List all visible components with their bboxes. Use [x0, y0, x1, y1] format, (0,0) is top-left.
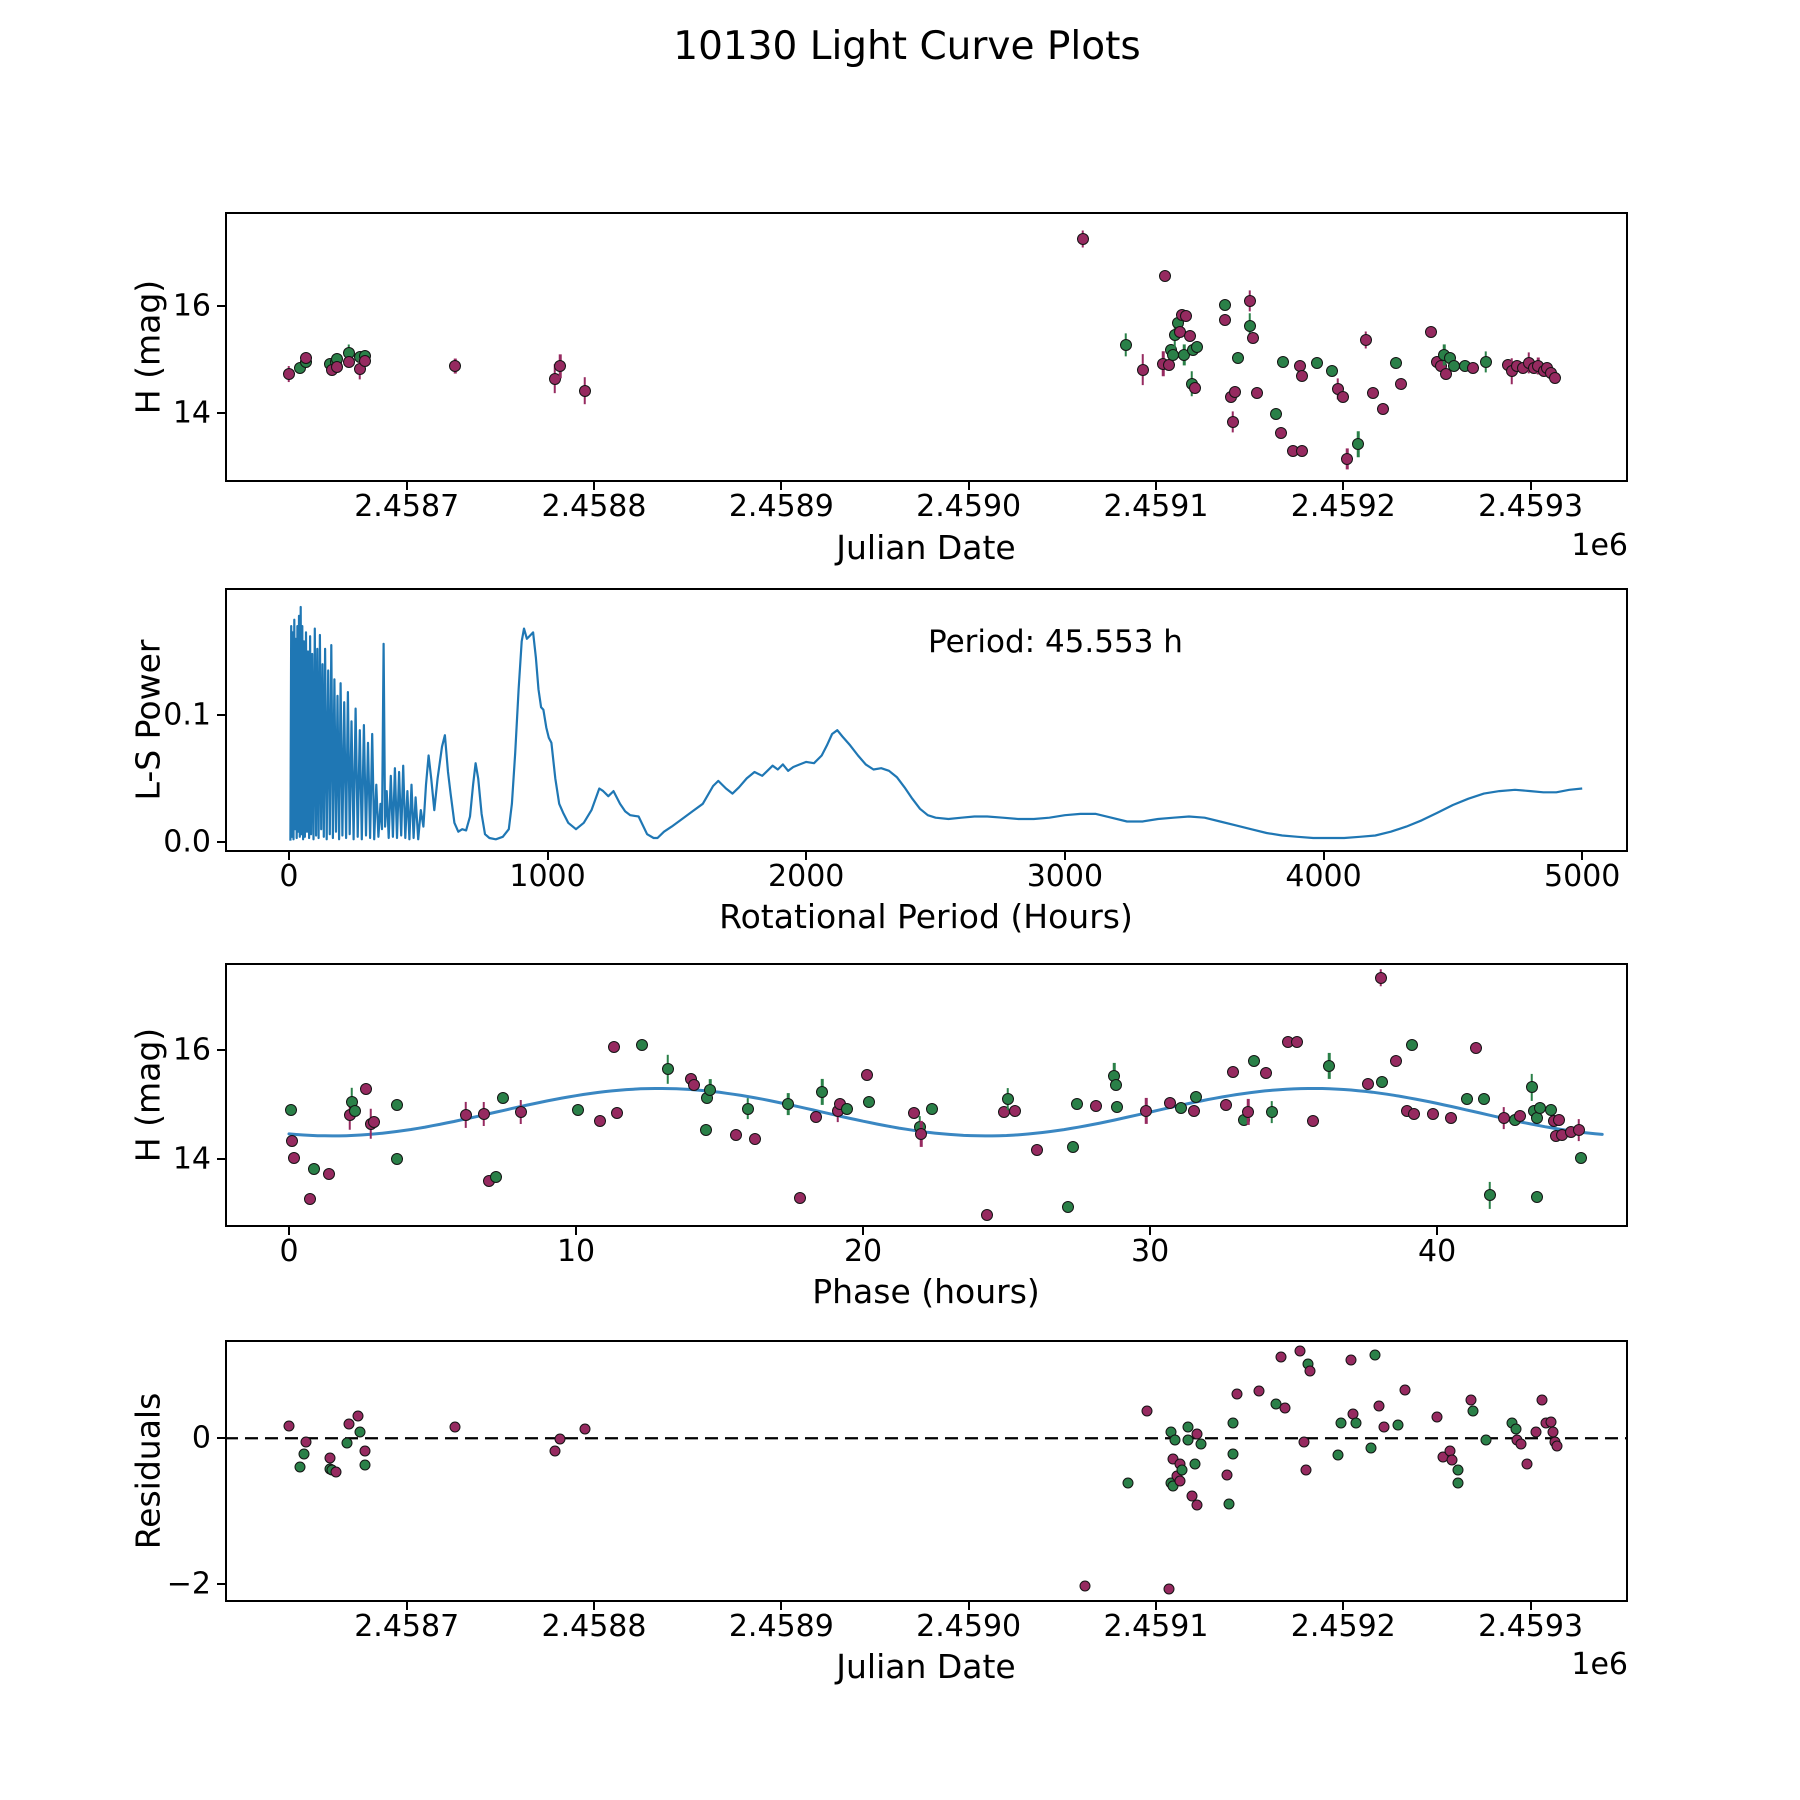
data-point [594, 1115, 606, 1127]
data-point [1227, 1417, 1238, 1428]
data-point [1002, 1093, 1014, 1105]
data-point [1377, 403, 1389, 415]
data-point [1345, 1354, 1356, 1365]
data-point [359, 355, 371, 367]
data-point [1514, 1110, 1526, 1122]
data-point [1291, 1036, 1303, 1048]
data-point [1367, 387, 1379, 399]
data-point [1549, 372, 1561, 384]
data-point [1175, 1102, 1187, 1114]
data-point [794, 1192, 806, 1204]
data-point [1270, 408, 1282, 420]
y-tick-label: 14 [172, 1141, 211, 1177]
data-point [1440, 368, 1452, 380]
y-tick [217, 1437, 225, 1439]
data-point [1336, 1417, 1347, 1428]
data-point [330, 1466, 341, 1477]
data-point [360, 1445, 371, 1456]
data-point [1242, 1106, 1254, 1118]
data-point [1375, 972, 1387, 984]
y-axis-label-ls-power: L-S Power [128, 639, 168, 801]
data-point [1188, 1105, 1200, 1117]
data-point [1332, 1449, 1343, 1460]
data-point [1406, 1039, 1418, 1051]
period-annotation: Period: 45.553 h [928, 624, 1183, 660]
data-point [1323, 1060, 1335, 1072]
data-point [1244, 320, 1256, 332]
data-point [1425, 326, 1437, 338]
data-point [1079, 1580, 1090, 1591]
data-point [1067, 1141, 1079, 1153]
data-point [1110, 1079, 1122, 1091]
data-point [283, 1420, 294, 1431]
data-point [460, 1109, 472, 1121]
data-point [1189, 382, 1201, 394]
data-point [1298, 1436, 1309, 1447]
y-tick-label: −2 [166, 1566, 211, 1602]
data-point [1300, 1465, 1311, 1476]
y-tick-label: 0 [191, 1420, 211, 1456]
data-point [285, 1104, 297, 1116]
data-point [331, 361, 343, 373]
data-point [1219, 299, 1231, 311]
x-tick-label: 0 [279, 859, 299, 894]
data-point [360, 1460, 371, 1471]
data-point [1159, 270, 1171, 282]
x-axis-label-julian-date-bottom: Julian Date [836, 1647, 1016, 1686]
data-point [1478, 1093, 1490, 1105]
x-tick-label: 4000 [1285, 859, 1362, 894]
x-tick-label: 10 [556, 1234, 596, 1269]
data-point [1164, 1583, 1175, 1594]
data-point [1224, 1499, 1235, 1510]
data-point [662, 1063, 674, 1075]
data-point [1244, 295, 1256, 307]
data-point [742, 1103, 754, 1115]
data-point [572, 1104, 584, 1116]
data-point [1510, 1423, 1521, 1434]
y-tick [217, 1049, 225, 1051]
x-tick-label: 2.4589 [728, 1609, 834, 1644]
data-point [730, 1129, 742, 1141]
data-point [549, 1445, 560, 1456]
data-point [1071, 1098, 1083, 1110]
data-point [1536, 1394, 1547, 1405]
x-tick-label: 2.4592 [1290, 1609, 1396, 1644]
x-tick-label: 2.4590 [916, 489, 1022, 524]
data-point [1195, 1439, 1206, 1450]
data-point [1077, 233, 1089, 245]
data-point [1352, 438, 1364, 450]
data-point [1184, 330, 1196, 342]
data-point [1248, 1055, 1260, 1067]
data-point [704, 1084, 716, 1096]
figure-title: 10130 Light Curve Plots [673, 24, 1141, 69]
data-point [1546, 1416, 1557, 1427]
x-tick-label: 30 [1131, 1234, 1170, 1269]
data-point [1362, 1078, 1374, 1090]
data-point [1376, 1076, 1388, 1088]
data-point [1431, 1412, 1442, 1423]
data-point [1169, 1435, 1180, 1446]
data-point [841, 1103, 853, 1115]
data-point [1167, 349, 1179, 361]
data-point [1222, 1469, 1233, 1480]
data-point [1370, 1349, 1381, 1360]
data-point [915, 1128, 927, 1140]
data-point [1275, 427, 1287, 439]
data-point [1467, 362, 1479, 374]
periodogram-line [290, 607, 1582, 841]
data-point [1395, 378, 1407, 390]
data-point [1090, 1100, 1102, 1112]
data-point [1227, 1448, 1238, 1459]
data-point [1390, 1055, 1402, 1067]
data-point [1461, 1093, 1473, 1105]
data-point [863, 1096, 875, 1108]
x-tick-label: 3000 [1026, 859, 1104, 894]
data-point [324, 1452, 335, 1463]
data-point [1531, 1427, 1542, 1438]
data-point [360, 1083, 372, 1095]
data-point [1304, 1366, 1315, 1377]
y-axis-label-h-mag-phase: H (mag) [128, 1027, 168, 1163]
data-point [1379, 1421, 1390, 1432]
data-point [1467, 1406, 1478, 1417]
data-point [1191, 341, 1203, 353]
data-point [1031, 1144, 1043, 1156]
data-point [1277, 356, 1289, 368]
data-point [1470, 1042, 1482, 1054]
data-point [554, 360, 566, 372]
data-point [1141, 1406, 1152, 1417]
data-point [1465, 1394, 1476, 1405]
x-tick-label: 2.4591 [1103, 489, 1209, 524]
y-tick [217, 1158, 225, 1160]
data-point [1521, 1459, 1532, 1470]
data-point [1296, 445, 1308, 457]
data-point [1120, 339, 1132, 351]
x-axis-offset-1e6-top: 1e6 [1571, 528, 1628, 563]
data-point [1516, 1439, 1527, 1450]
x-tick-label: 2.4592 [1290, 489, 1396, 524]
data-point [579, 1423, 590, 1434]
data-point [1400, 1385, 1411, 1396]
data-point [981, 1209, 993, 1221]
x-tick-label: 2.4591 [1103, 1609, 1209, 1644]
data-point [300, 1436, 311, 1447]
y-axis-label-residuals: Residuals [128, 1392, 168, 1550]
data-point [1575, 1152, 1587, 1164]
data-point [782, 1098, 794, 1110]
x-axis-offset-1e6-bottom: 1e6 [1571, 1647, 1628, 1682]
y-tick-label: 0.1 [163, 697, 211, 733]
x-tick-label: 2.4587 [354, 489, 460, 524]
data-point [298, 1449, 309, 1460]
data-point [1326, 365, 1338, 377]
y-tick [217, 412, 225, 414]
data-point [352, 1411, 363, 1422]
data-point [1175, 1476, 1186, 1487]
data-point [294, 1462, 305, 1473]
data-point [1229, 386, 1241, 398]
data-point [1140, 1105, 1152, 1117]
data-point [304, 1193, 316, 1205]
data-point [497, 1092, 509, 1104]
data-point [1227, 1066, 1239, 1078]
data-point [1280, 1402, 1291, 1413]
data-point [478, 1108, 490, 1120]
data-point [1276, 1352, 1287, 1363]
data-point [1445, 1112, 1457, 1124]
data-point [1360, 334, 1372, 346]
y-tick-label: 0.0 [163, 824, 211, 860]
x-tick-label: 2.4588 [541, 1609, 647, 1644]
data-point [288, 1152, 300, 1164]
x-tick-label: 2.4590 [916, 1609, 1022, 1644]
data-point [1526, 1081, 1538, 1093]
data-point [1137, 364, 1149, 376]
x-tick-label: 2.4587 [354, 1609, 460, 1644]
data-point [354, 1426, 365, 1437]
x-axis-label-julian-date-top: Julian Date [836, 528, 1016, 567]
x-tick-label: 2000 [768, 859, 845, 894]
data-point [1551, 1440, 1562, 1451]
data-point [1180, 310, 1192, 322]
data-point [1219, 314, 1231, 326]
data-point [810, 1111, 822, 1123]
data-point [449, 360, 461, 372]
data-point [816, 1086, 828, 1098]
data-point [1484, 1189, 1496, 1201]
x-tick-label: 2.4588 [541, 489, 647, 524]
data-point [349, 1105, 361, 1117]
data-point [611, 1107, 623, 1119]
data-point [1390, 357, 1402, 369]
x-tick-label: 40 [1418, 1234, 1457, 1269]
data-point [1220, 1099, 1232, 1111]
y-tick [217, 714, 225, 716]
y-axis-label-h-mag-top: H (mag) [128, 279, 168, 415]
data-point [323, 1168, 335, 1180]
data-point [926, 1103, 938, 1115]
data-point [1251, 387, 1263, 399]
data-point [1480, 356, 1492, 368]
data-point [1122, 1478, 1133, 1489]
data-point [343, 1419, 354, 1430]
data-point [343, 356, 355, 368]
data-point [1351, 1417, 1362, 1428]
data-point [286, 1135, 298, 1147]
data-point [1192, 1500, 1203, 1511]
data-point [1227, 416, 1239, 428]
data-point [1260, 1067, 1272, 1079]
x-tick-label: 2.4593 [1478, 1609, 1584, 1644]
data-point [1553, 1114, 1565, 1126]
data-point [1337, 391, 1349, 403]
x-tick-label: 1000 [509, 859, 586, 894]
data-point [391, 1099, 403, 1111]
data-point [391, 1153, 403, 1165]
data-point [1573, 1124, 1585, 1136]
data-point [1190, 1091, 1202, 1103]
data-point [341, 1438, 352, 1449]
data-point [1295, 1345, 1306, 1356]
data-point [1427, 1108, 1439, 1120]
x-tick-label: 0 [279, 1234, 299, 1269]
data-point [1232, 352, 1244, 364]
y-tick [217, 841, 225, 843]
x-tick-label: 5000 [1544, 859, 1621, 894]
data-point [368, 1116, 380, 1128]
x-axis-label-phase-hours: Phase (hours) [812, 1272, 1040, 1311]
data-point [1341, 453, 1353, 465]
data-point [450, 1421, 461, 1432]
data-point [1311, 357, 1323, 369]
x-axis-label-rotational-period: Rotational Period (Hours) [719, 897, 1133, 936]
data-point [1062, 1201, 1074, 1213]
data-point [1373, 1401, 1384, 1412]
data-point [555, 1433, 566, 1444]
data-point [1480, 1435, 1491, 1446]
data-point [1247, 332, 1259, 344]
data-point [688, 1079, 700, 1091]
data-point [1009, 1105, 1021, 1117]
x-tick-label: 2.4593 [1478, 489, 1584, 524]
data-point [1307, 1115, 1319, 1127]
data-point [579, 385, 591, 397]
data-point [1296, 370, 1308, 382]
x-tick-label: 20 [843, 1234, 883, 1269]
data-point [1190, 1459, 1201, 1470]
y-tick [217, 305, 225, 307]
data-point [861, 1069, 873, 1081]
data-point [749, 1133, 761, 1145]
data-point [1253, 1385, 1264, 1396]
data-point [1392, 1420, 1403, 1431]
y-tick-label: 14 [172, 395, 211, 430]
data-point [1111, 1101, 1123, 1113]
data-point [1177, 1465, 1188, 1476]
data-point [300, 352, 312, 364]
data-point [700, 1124, 712, 1136]
data-point [308, 1163, 320, 1175]
data-point [1366, 1442, 1377, 1453]
data-point [1452, 1478, 1463, 1489]
data-point [1231, 1388, 1242, 1399]
data-point [490, 1171, 502, 1183]
data-point [1266, 1106, 1278, 1118]
data-point [1531, 1191, 1543, 1203]
data-point [1452, 1465, 1463, 1476]
data-point [608, 1041, 620, 1053]
data-point [283, 368, 295, 380]
data-point [636, 1039, 648, 1051]
data-point [515, 1106, 527, 1118]
x-tick-label: 2.4589 [728, 489, 834, 524]
y-tick [217, 1583, 225, 1585]
y-tick-label: 16 [172, 1032, 211, 1068]
y-tick-label: 16 [172, 288, 211, 324]
data-point [1408, 1108, 1420, 1120]
data-point [1534, 1102, 1546, 1114]
